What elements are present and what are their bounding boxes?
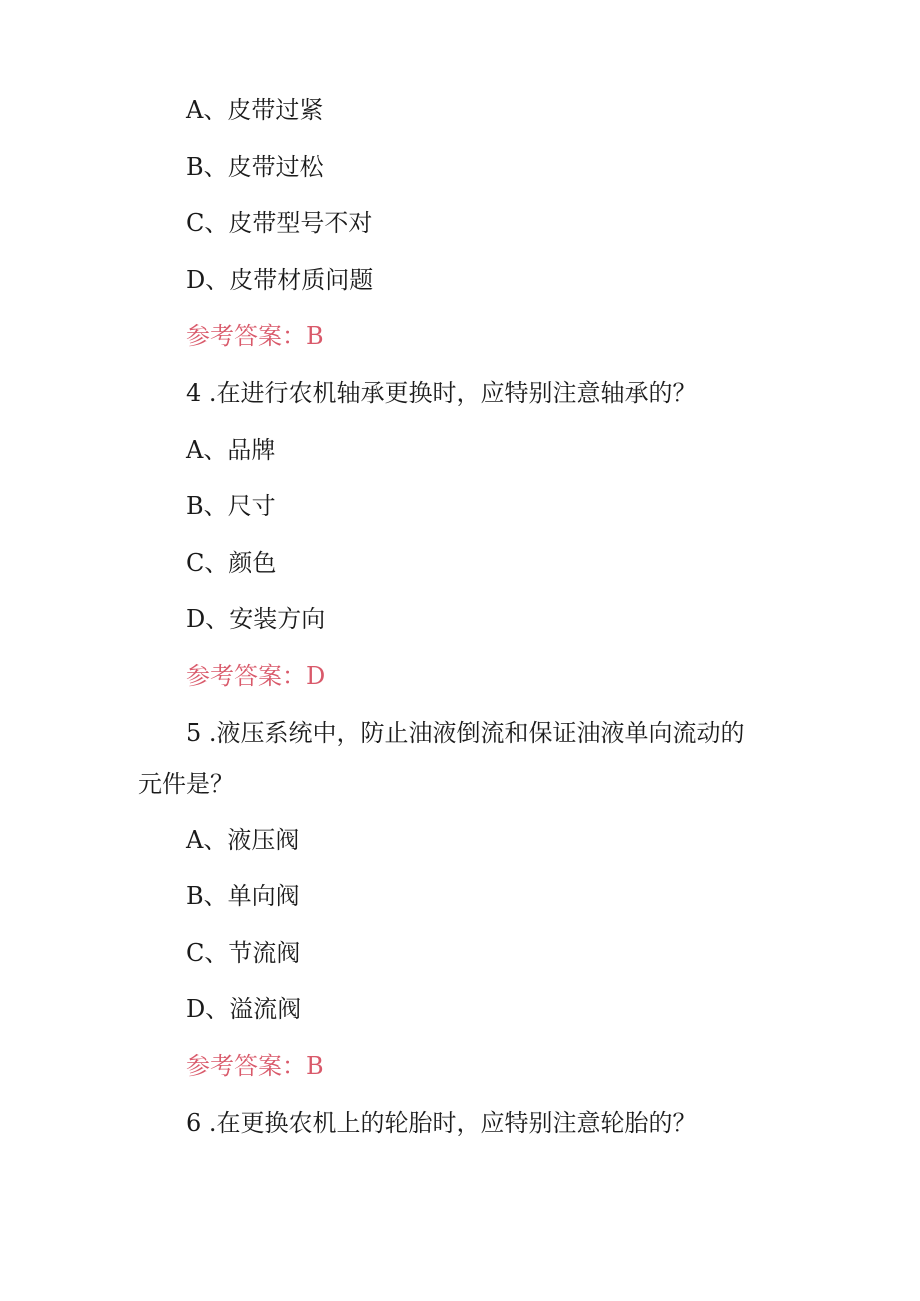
q4-question: 4 .在进行农机轴承更换时，应特别注意轴承的？ xyxy=(186,379,697,407)
q5-question: 5 .液压系统中，防止油液倒流和保证油液单向流动的 xyxy=(186,719,745,747)
q4-option-c: C、颜色 xyxy=(186,549,277,577)
q4-option-a: A、品牌 xyxy=(186,436,276,464)
q3-option-b: B、皮带过松 xyxy=(186,153,324,181)
q4-answer: 参考答案：D xyxy=(186,662,326,690)
q5-option-b: B、单向阀 xyxy=(186,882,300,910)
q3-option-c: C、皮带型号不对 xyxy=(186,209,373,237)
q5-option-c: C、节流阀 xyxy=(186,939,301,967)
q5-question-continued: 元件是？ xyxy=(138,770,234,798)
q5-option-a: A、液压阀 xyxy=(186,826,300,854)
q3-answer: 参考答案：B xyxy=(186,322,324,350)
q5-option-d: D、溢流阀 xyxy=(186,995,302,1023)
q4-option-b: B、尺寸 xyxy=(186,492,276,520)
q3-option-d: D、皮带材质问题 xyxy=(186,266,374,294)
q3-option-a: A、皮带过紧 xyxy=(186,96,324,124)
q5-answer: 参考答案：B xyxy=(186,1052,324,1080)
q6-question: 6 .在更换农机上的轮胎时，应特别注意轮胎的？ xyxy=(186,1109,697,1137)
q4-option-d: D、安装方向 xyxy=(186,605,326,633)
